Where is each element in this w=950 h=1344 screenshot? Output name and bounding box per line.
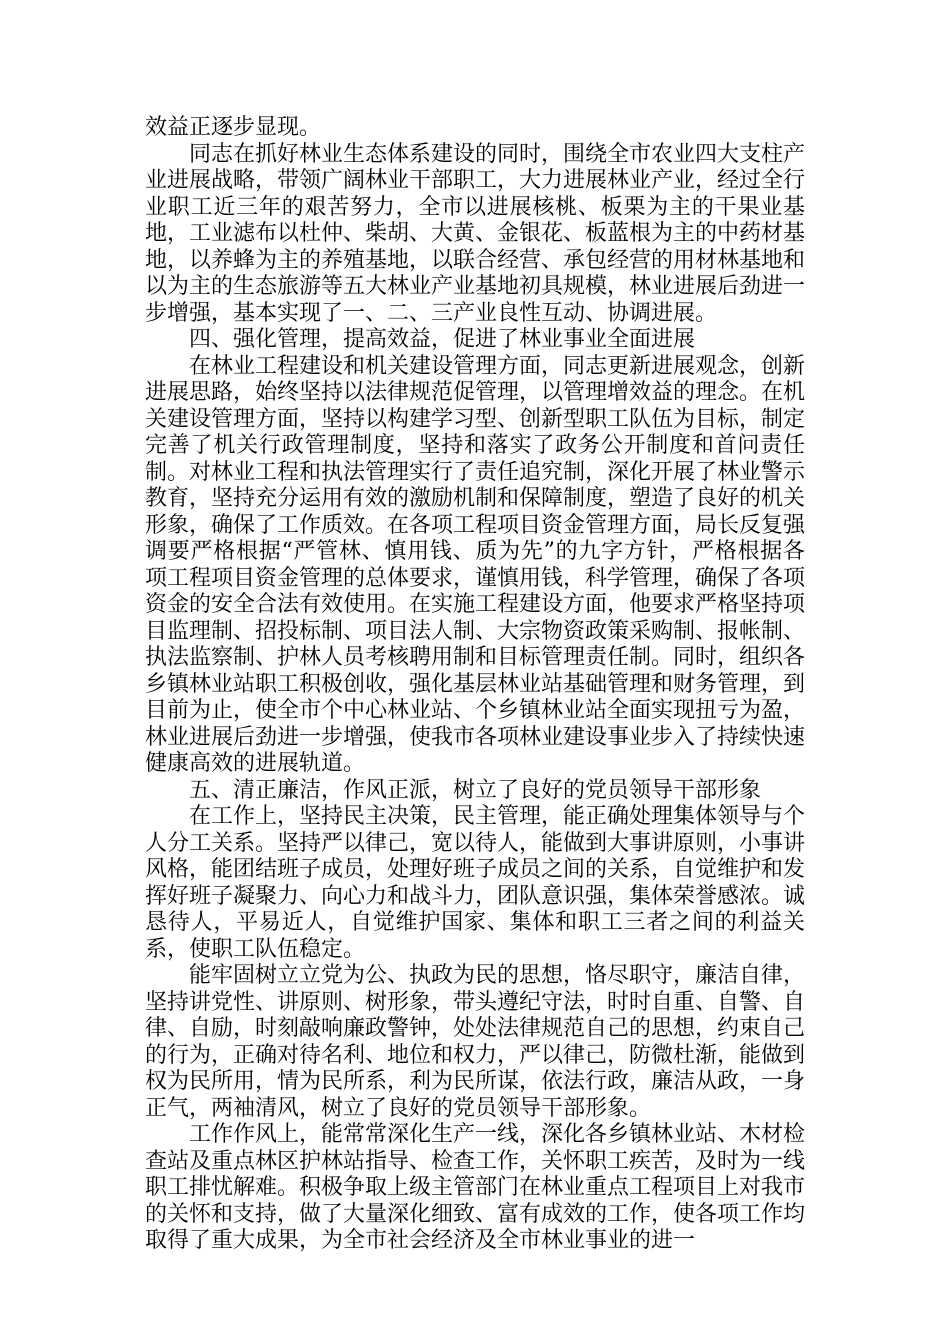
paragraph-continuation: 效益正逐步显现。: [145, 115, 322, 140]
section-heading-management: 四、强化管理，提高效益，促进了林业事业全面进展: [189, 327, 696, 352]
paragraph-forestry-industry: 同志在抓好林业生态体系建设的同时，围绕全市农业四大支柱产业进展战略，带领广阔林业干部职工，大力进展林业产业，经过全行业职工近三年的艰苦努力，全市以进展核桃、板栗为主的干果业基地，工业滤布以杜仲、柴胡、大黄、金银花、板蓝根为主的中药材基地，以养蜂为主的养殖基地，以联合经营、承包经营的用材林基地和以为主的生态旅游等五大林业产业基地初具规模，林业进展后劲进一步增强，基本实现了一、二、三产业良性互动、协调进展。: [145, 141, 806, 326]
paragraph-self-discipline: 能牢固树立立党为公、执政为民的思想，恪尽职守，廉洁自律，坚持讲党性、讲原则、树形象，带头遵纪守法，时时自重、自警、自律、自励，时刻敲响廉政警钟，处处法律规范自己的思想，约束自己的行为，正确对待名利、地位和权力，严以律己，防微杜渐，能做到权为民所用，情为民所系，利为民所谋，依法行政，廉洁从政，一身正气，两袖清风，树立了良好的党员领导干部形象。: [145, 963, 806, 1121]
paragraph-teamwork: 在工作上，坚持民主决策，民主管理，能正确处理集体领导与个人分工关系。坚持严以律己，宽以待人，能做到大事讲原则，小事讲风格，能团结班子成员，处理好班子成员之间的关系，自觉维护和发挥好班子凝聚力、向心力和战斗力，团队意识强，集体荣誉感浓。诚恳待人，平易近人，自觉维护国家、集体和职工三者之间的利益关系，使职工队伍稳定。: [145, 804, 806, 962]
paragraph-work-style: 工作作风上，能常常深化生产一线，深化各乡镇林业站、木材检查站及重点林区护林站指导、检查工作，关怀职工疾苦，及时为一线职工排忧解难。积极争取上级主管部门在林业重点工程项目上对我市的关怀和支持，做了大量深化细致、富有成效的工作，使各项工作均取得了重大成果，为全市社会经济及全市林业事业的进一: [145, 1122, 806, 1253]
section-heading-integrity: 五、清正廉洁，作风正派，树立了良好的党员领导干部形象: [189, 777, 762, 803]
document-page: [145, 115, 805, 1255]
paragraph-management: 在林业工程建设和机关建设管理方面，同志更新进展观念，创新进展思路，始终坚持以法律规范促管理，以管理增效益的理念。在机关建设管理方面，坚持以构建学习型、创新型职工队伍为目标，制定完善了机关行政管理制度，坚持和落实了政务公开制度和首问责任制。对林业工程和执法管理实行了责任追究制，深化开展了林业警示教育，坚持充分运用有效的激励机制和保障制度，塑造了良好的机关形象，确保了工作质效。在各项工程项目资金管理方面，局长反复强调要严格根据“严管林、慎用钱、质为先”的九字方针，严格根据各项工程项目资金管理的总体要求，谨慎用钱，科学管理，确保了各项资金的安全合法有效使用。在实施工程建设方面，他要求严格坚持项目监理制、招投标制、项目法人制、大宗物资政策采购制、报帐制、执法监察制、护林人员考核聘用制和目标管理责任制。同时，组织各乡镇林业站职工积极创收，强化基层林业站基础管理和财务管理，到目前为止，使全市个中心林业站、个乡镇林业站全面实现扭亏为盈，林业进展后劲进一步增强，使我市各项林业建设事业步入了持续快速健康高效的进展轨道。: [145, 353, 806, 776]
